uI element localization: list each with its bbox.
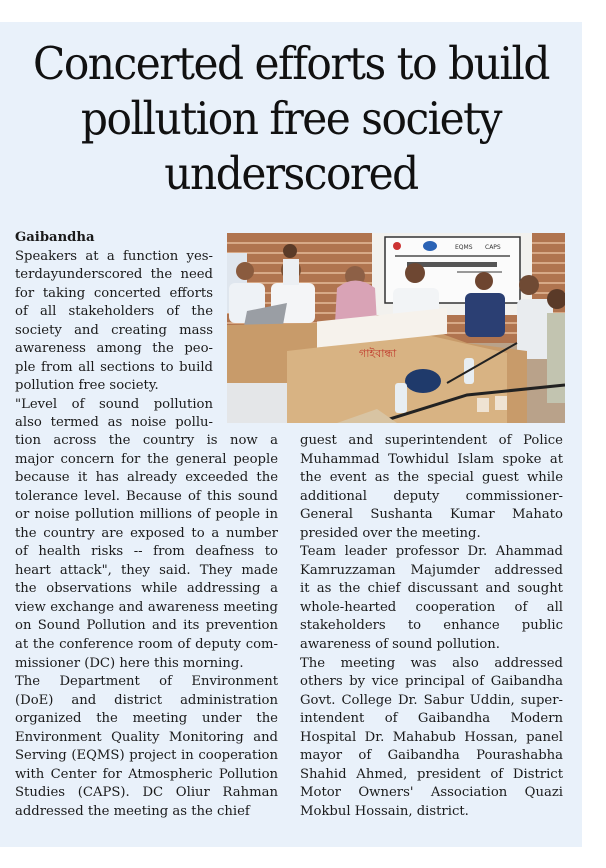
article-line: with Center for Atmospheric Pollution bbox=[15, 766, 278, 782]
article-line: Speakers at a function yes- bbox=[15, 248, 213, 264]
article-line: Mokbul Hossain, district. bbox=[300, 803, 469, 819]
article-line: Kamruzzaman Majumder addressed bbox=[300, 562, 563, 578]
article-line: it as the chief discussant and sought bbox=[300, 581, 563, 597]
article-line: of health risks -- from deafness to bbox=[15, 544, 278, 560]
article-line: or noise pollution millions of people in bbox=[15, 507, 278, 523]
article-line: stakeholders to enhance public bbox=[300, 618, 563, 634]
article-line: tion across the country is now a bbox=[15, 433, 278, 448]
article-line: whole-hearted cooperation of all bbox=[300, 599, 563, 615]
article-line: also termed as noise pollu- bbox=[15, 415, 213, 431]
article-line: Shahid Ahmed, president of District bbox=[300, 766, 563, 782]
article-line: for taking concerted efforts bbox=[15, 285, 213, 301]
article-line: terdayunderscored the need bbox=[15, 267, 213, 283]
article-line: General Sushanta Kumar Mahato bbox=[300, 507, 563, 523]
article-line: additional deputy commissioner- bbox=[300, 488, 563, 504]
article-line: the observations while addressing a bbox=[15, 581, 278, 597]
article-line: society and creating mass bbox=[15, 322, 213, 338]
article-line: major concern for the general people bbox=[15, 451, 278, 467]
article-column-left bbox=[15, 432, 278, 821]
article-line: Serving (EQMS) project in cooperation bbox=[15, 748, 278, 764]
article-line: ple from all sections to build bbox=[15, 359, 213, 375]
article-line: awareness of sound pollution. bbox=[300, 637, 500, 653]
meeting-photo-illustration bbox=[227, 233, 565, 423]
article-line: Environment Quality Monitoring and bbox=[15, 729, 278, 745]
headline-line: pollution free society bbox=[80, 92, 502, 145]
banner-caps-text: CAPS bbox=[485, 244, 501, 251]
article-line: of all stakeholders of the bbox=[15, 304, 213, 320]
article-line: The Department of Environment bbox=[15, 674, 278, 690]
article-line: Team leader professor Dr. Ahammad bbox=[300, 544, 563, 560]
article-line: presided over the meeting. bbox=[300, 525, 481, 541]
article-line: others by vice principal of Gaibandha bbox=[300, 674, 563, 690]
article-column-narrow bbox=[15, 229, 213, 433]
article-line: The meeting was also addressed bbox=[300, 655, 563, 671]
article-line: heart attack", they said. They made bbox=[15, 562, 278, 578]
table-sign-text: গাইবান্ধা bbox=[359, 347, 397, 360]
article-line: Motor Owners' Association Quazi bbox=[300, 785, 563, 801]
article-line: tolerance level. Because of this sound bbox=[15, 488, 278, 504]
article-line: guest and superintendent of Police bbox=[300, 433, 563, 448]
article-line: at the conference room of deputy com- bbox=[15, 637, 278, 653]
article-line: view exchange and awareness meeting bbox=[15, 599, 278, 615]
article-line: awareness among the peo- bbox=[15, 341, 213, 357]
article-line: addressed the meeting as the chief bbox=[15, 803, 250, 819]
headline bbox=[17, 36, 564, 201]
article-line: because it has already exceeded the bbox=[15, 470, 278, 486]
banner-eqms-text: EQMS bbox=[455, 244, 473, 251]
article-line: the event as the special guest while bbox=[300, 470, 563, 486]
article-line: on Sound Pollution and its prevention bbox=[15, 618, 278, 634]
article-line: Studies (CAPS). DC Oliur Rahman bbox=[15, 785, 278, 801]
article-line: organized the meeting under the bbox=[15, 711, 278, 727]
article-column-right bbox=[300, 432, 563, 821]
byline: Gaibandha bbox=[15, 230, 95, 245]
headline-line: Concerted efforts to build bbox=[32, 37, 550, 90]
article-line: (DoE) and district administration bbox=[15, 692, 278, 708]
article-line: intendent of Gaibandha Modern bbox=[300, 711, 563, 727]
article-line: Hospital Dr. Mahabub Hossan, panel bbox=[300, 729, 563, 745]
article-line: Govt. College Dr. Sabur Uddin, super- bbox=[300, 692, 563, 708]
meeting-photo bbox=[227, 233, 565, 423]
article-line: mayor of Gaibandha Pourashabha bbox=[300, 748, 563, 764]
article-line: "Level of sound pollution bbox=[15, 396, 213, 412]
article-line: the country are exposed to a number bbox=[15, 525, 278, 541]
article-line: pollution free society. bbox=[15, 378, 159, 394]
article-line: missioner (DC) here this morning. bbox=[15, 655, 244, 671]
headline-line: underscored bbox=[164, 147, 418, 200]
article-line: Muhammad Towhidul Islam spoke at bbox=[300, 451, 563, 467]
